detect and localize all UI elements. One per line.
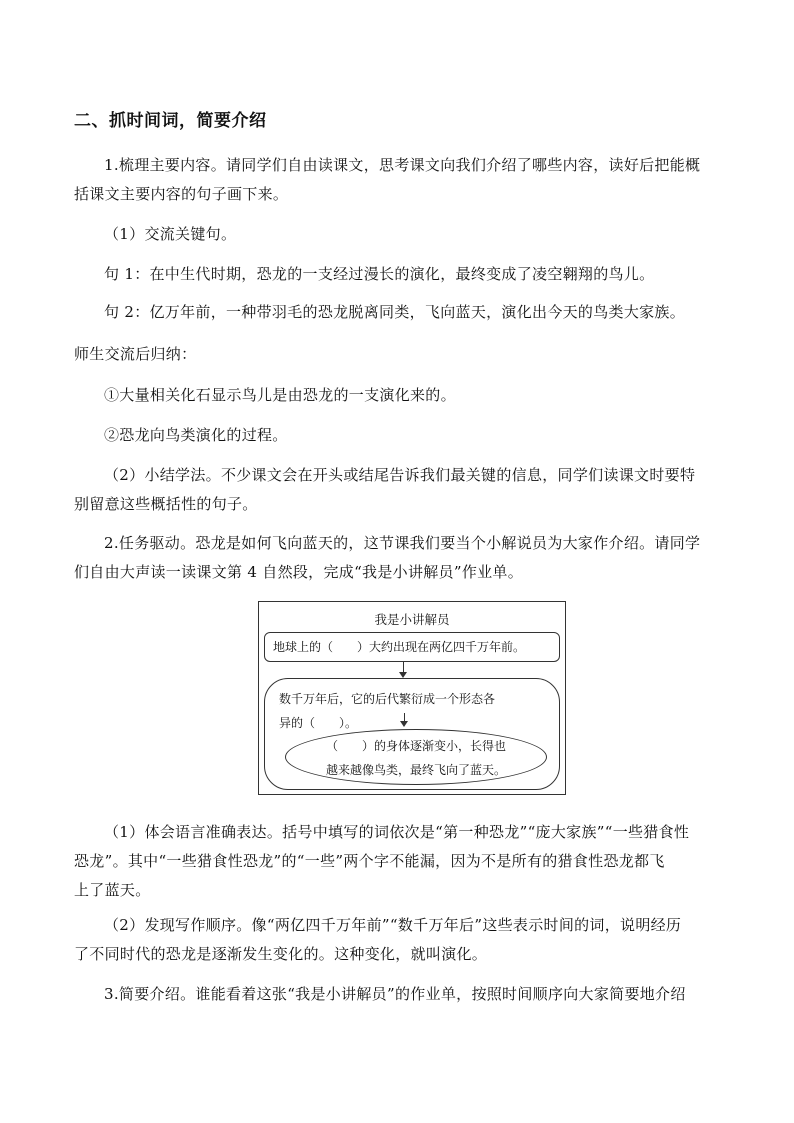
paragraph-language-line-1: （1）体会语言准确表达。括号中填写的词依次是“第一种恐龙”“庞大家族”“一些猎食性: [104, 823, 690, 841]
paragraph-sentence-2: 句 2：亿万年前，一种带羽毛的恐龙脱离同类，飞向蓝天，演化出今天的鸟类大家族。: [104, 303, 686, 321]
worksheet-title: 我是小讲解员: [374, 612, 450, 627]
paragraph-summary-intro: 师生交流后归纳：: [74, 345, 197, 363]
arrow-1-shaft: [403, 662, 404, 672]
paragraph-order-line-1: （2）发现写作顺序。像“两亿四千万年前”“数千万年后”这些表示时间的词，说明经历: [104, 916, 682, 934]
worksheet-oval-line-1: （ ）的身体逐渐变小，长得也: [325, 739, 506, 753]
paragraph-language-line-3: 上了蓝天。: [74, 881, 151, 899]
worksheet-box-1: 地球上的（ ）大约出现在两亿四千万年前。: [264, 632, 560, 662]
section-heading: 二、抓时间词，简要介绍: [74, 111, 267, 131]
paragraph-sentence-1: 句 1：在中生代时期，恐龙的一支经过漫长的演化，最终变成了凌空翱翔的鸟儿。: [104, 265, 655, 283]
paragraph-method-line-2: 别留意这些概括性的句子。: [74, 495, 258, 513]
worksheet-figure: [258, 601, 566, 795]
worksheet-oval-line-2: 越来越像鸟类，最终飞向了蓝天。: [325, 763, 506, 777]
arrow-down-icon: [400, 721, 408, 727]
paragraph-point-2: ②恐龙向鸟类演化的过程。: [104, 426, 288, 444]
paragraph-point-1: ①大量相关化石显示鸟儿是由恐龙的一支演化来的。: [104, 386, 456, 404]
worksheet-box-2-line-2: 异的（ ）。: [279, 716, 358, 730]
paragraph-order-line-2: 了不同时代的恐龙是逐渐发生变化的。这种变化，就叫演化。: [74, 945, 488, 963]
paragraph-language-line-2: 恐龙”。其中“一些猎食性恐龙”的“一些”两个字不能漏，因为不是所有的猎食性恐龙都飞: [74, 852, 665, 870]
paragraph-task-line-2: 们自由大声读一读课文第 4 自然段，完成“我是小讲解员”作业单。: [74, 563, 524, 581]
worksheet-box-2-line-1: 数千万年后，它的后代繁衍成一个形态各: [279, 692, 496, 706]
paragraph-1-line-2: 括课文主要内容的句子画下来。: [74, 185, 289, 203]
paragraph-key-sentences: （1）交流关键句。: [104, 225, 237, 243]
arrow-2-shaft: [404, 713, 405, 721]
worksheet-oval: [285, 729, 547, 785]
paragraph-method-line-1: （2）小结学法。不少课文会在开头或结尾告诉我们最关键的信息，同学们读课文时要特: [104, 466, 696, 484]
worksheet-box-2: [264, 678, 560, 790]
worksheet-box-2-text: [279, 687, 549, 735]
paragraph-brief-line-1: 3.简要介绍。谁能看着这张“我是小讲解员”的作业单，按照时间顺序向大家简要地介绍: [104, 985, 686, 1003]
paragraph-task-line-1: 2.任务驱动。恐龙是如何飞向蓝天的，这节课我们要当个小解说员为大家作介绍。请同学: [104, 534, 701, 552]
paragraph-1-line-1: 1.梳理主要内容。请同学们自由读课文，思考课文向我们介绍了哪些内容，读好后把能概: [104, 156, 701, 174]
